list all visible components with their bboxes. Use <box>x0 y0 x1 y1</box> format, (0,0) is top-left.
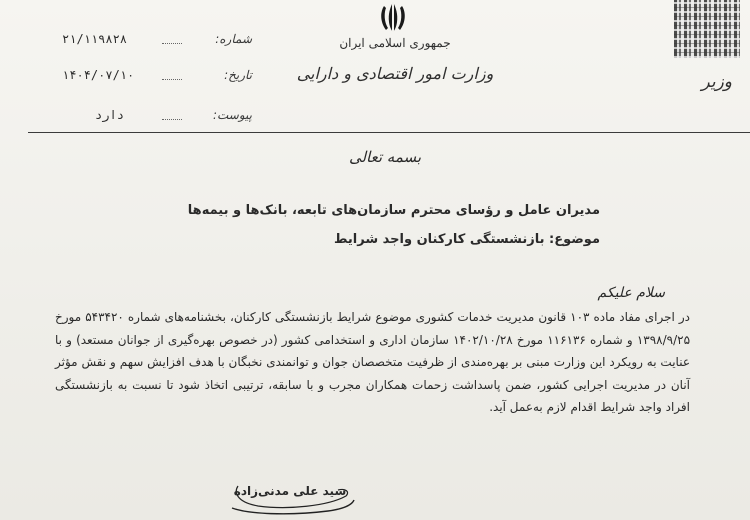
attachment-label: پیوست: <box>212 108 252 122</box>
letter-body: در اجرای مفاد ماده ۱۰۳ قانون مدیریت خدمات کشوری موضوع شرایط بازنشستگی کارکنان، بخشنامه‌های شماره ۵۴۳۴۲۰ مورخ ۱۳۹۸/۹/۲۵ و شماره ۱۱۶۱۳۶ مورخ ۱۴۰۲/۱۰/۲۸ سازمان اداری و استخدامی کشور (در خصوص بهره‌گیری از جوانان مستعد) و با عنایت به رویکرد این وزارت مبنی بر بهره‌مندی از ظرفیت متخصصان جوان و توانمندی نخبگان با هدف افزایش سهم و نقش مؤثر آنان در مدیریت اجرایی کشور، ضمن پاسداشت زحمات همکاران مجرب و با سابقه، ترتیبی اتخاذ شود تا نسبت به بازنشستگی افراد واجد شرایط اقدام لازم به‌عمل آید. <box>55 310 691 414</box>
minister-title: وزیر <box>701 72 732 92</box>
qr-code <box>674 0 740 58</box>
recipient-line: مدیران عامل و رؤسای محترم سازمان‌های تابعه، بانک‌ها و بیمه‌ها <box>187 203 600 218</box>
signatory-name: سید علی مدنی‌زاده <box>233 484 347 498</box>
republic-name: جمهوری اسلامی ایران <box>339 36 451 50</box>
bismillah: بسمه تعالی <box>348 148 422 166</box>
iran-emblem-icon <box>374 0 412 34</box>
date-label: تاریخ: <box>224 68 252 82</box>
attachment-value: دارد <box>95 108 124 122</box>
number-label: شماره: <box>215 32 252 46</box>
subject-line: موضوع: بازنشستگی کارکنان واجد شرایط <box>333 232 600 247</box>
ministry-name: وزارت امور اقتصادی و دارایی <box>296 64 494 83</box>
letter-number: ۲۱/۱۱۹۸۲۸ <box>62 32 128 46</box>
letter-date: ۱۴۰۴/۰۷/۱۰ <box>62 68 135 82</box>
header-divider <box>28 132 750 133</box>
greeting: سلام علیکم <box>597 285 665 301</box>
